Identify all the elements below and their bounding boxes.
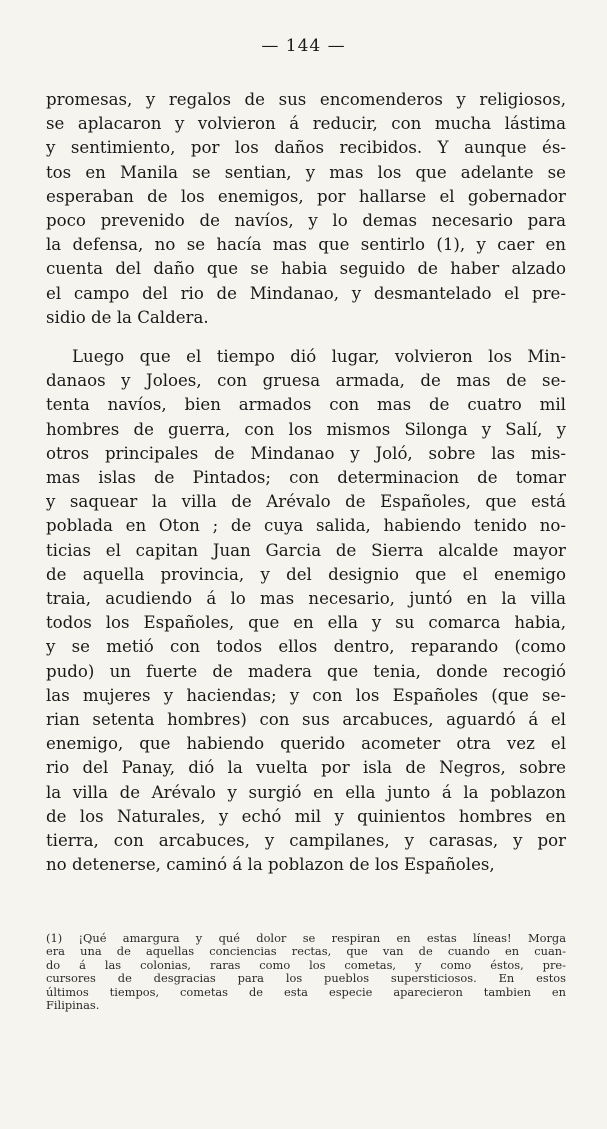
text-line: y se metió con todos ellos dentro, reparando (como bbox=[46, 637, 566, 657]
text-line: do á las colonias, raras como los cometas, y como éstos, pre- bbox=[46, 958, 566, 972]
text-line: otros principales de Mindanao y Joló, sobre las mis- bbox=[46, 443, 566, 463]
text-line: la defensa, no se hacía mas que sentirlo (1), y caer en bbox=[46, 235, 566, 255]
text-line: esperaban de los enemigos, por hallarse el gobernador bbox=[46, 186, 566, 206]
text-line: y sentimiento, por los daños recibidos. Y aunque és- bbox=[46, 138, 566, 158]
text-line: (1) ¡Qué amargura y qué dolor se respiran en estas líneas! Morga bbox=[46, 932, 566, 945]
text-line: cursores de desgracias para los pueblos supersticiosos. En estos bbox=[46, 972, 566, 986]
text-line: la villa de Arévalo y surgió en ella junto á la poblazon bbox=[46, 782, 566, 802]
text-line: de aquella provincia, y del designio que el enemigo bbox=[46, 564, 566, 584]
text-line: poco prevenido de navíos, y lo demas necesario para bbox=[46, 211, 566, 231]
text-line: rio del Panay, dió la vuelta por isla de Negros, sobre bbox=[46, 758, 566, 778]
text-line: se aplacaron y volvieron á reducir, con mucha lástima bbox=[46, 114, 566, 134]
text-line: hombres de guerra, con los mismos Silonga y Salí, y bbox=[46, 419, 566, 439]
footnote bbox=[46, 932, 566, 1012]
text-line: Luego que el tiempo dió lugar, volvieron los Min- bbox=[72, 347, 566, 366]
text-line: las mujeres y haciendas; y con los Españoles (que se- bbox=[46, 685, 566, 705]
text-line: promesas, y regalos de sus encomenderos y religiosos, bbox=[46, 90, 566, 109]
text-line: mas islas de Pintados; con determinacion de tomar bbox=[46, 468, 566, 488]
text-line: tenta navíos, bien armados con mas de cuatro mil bbox=[46, 395, 566, 415]
paragraph-2 bbox=[46, 345, 566, 877]
text-line: sidio de la Caldera. bbox=[46, 307, 209, 327]
text-line: de los Naturales, y echó mil y quinientos hombres en bbox=[46, 806, 566, 826]
text-line: rian setenta hombres) con sus arcabuces, aguardó á el bbox=[46, 710, 566, 730]
text-line: no detenerse, caminó á la poblazon de los Españoles, bbox=[46, 855, 495, 875]
text-line: y saquear la villa de Arévalo de Españoles, que está bbox=[46, 492, 566, 512]
text-line: cuenta del daño que se habia seguido de haber alzado bbox=[46, 259, 566, 279]
text-line: era una de aquellas conciencias rectas, que van de cuando en cuan- bbox=[46, 945, 566, 959]
text-line: tierra, con arcabuces, y campilanes, y carasas, y por bbox=[46, 831, 566, 851]
text-line: enemigo, que habiendo querido acometer otra vez el bbox=[46, 734, 566, 754]
text-line: Filipinas. bbox=[46, 999, 100, 1013]
page-number: — 144 — bbox=[261, 36, 346, 56]
text-line: traia, acudiendo á lo mas necesario, juntó en la villa bbox=[46, 589, 566, 609]
paragraph-1 bbox=[46, 88, 566, 330]
text-line: todos los Españoles, que en ella y su comarca habia, bbox=[46, 613, 566, 633]
text-line: pudo) un fuerte de madera que tenia, donde recogió bbox=[46, 661, 566, 681]
text-line: danaos y Joloes, con gruesa armada, de mas de se- bbox=[46, 371, 566, 391]
text-line: ticias el capitan Juan Garcia de Sierra alcalde mayor bbox=[46, 540, 566, 560]
text-line: el campo del rio de Mindanao, y desmantelado el pre- bbox=[46, 283, 566, 303]
text-line: últimos tiempos, cometas de esta especie aparecieron tambien en bbox=[46, 985, 566, 999]
text-line: tos en Manila se sentian, y mas los que adelante se bbox=[46, 162, 566, 182]
text-line: poblada en Oton ; de cuya salida, habiendo tenido no- bbox=[46, 516, 566, 536]
